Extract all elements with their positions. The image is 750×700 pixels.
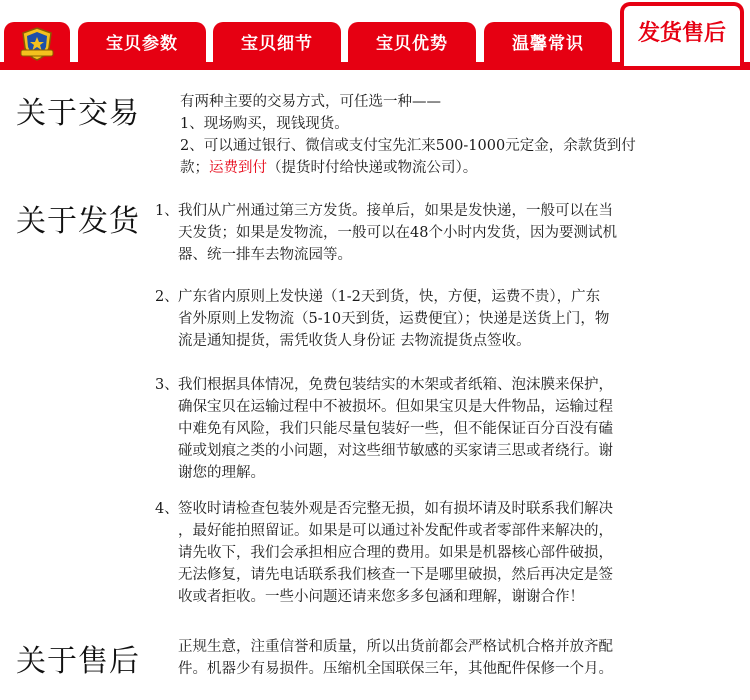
section-heading-shipping: 关于发货 [16, 204, 140, 239]
shipping-item-4 [178, 498, 738, 608]
shield-logo-icon [19, 26, 55, 62]
shipping-item-3-line: 中难免有风险，我们只能尽量包装好一些，但不能保证百分百没有磕 [178, 421, 613, 437]
freight-collect-highlight: 运费到付 [209, 160, 267, 176]
section-heading-aftersales: 关于售后 [16, 644, 140, 679]
shipping-item-4-line: 收或者拒收。一些小问题还请来您多多包涵和理解，谢谢合作！ [178, 589, 584, 605]
trade-option-2-post: （提货时付给快递或物流公司）。 [267, 160, 478, 176]
section-heading-trade: 关于交易 [16, 96, 140, 131]
shipping-item-1-line: 天发货；如果是发物流，一般可以在48个小时内发货，因为要测试机 [178, 225, 617, 241]
shipping-item-3-line: 我们根据具体情况，免费包装结实的木架或者纸箱、泡沫膜来保护， [178, 377, 613, 393]
shipping-item-1-number: 1、 [155, 203, 179, 219]
shipping-item-2-line: 广东省内原则上发快递（1-2天到货，快，方便，运费不贵），广东 [178, 289, 601, 305]
shipping-item-3-line: 谢您的理解。 [178, 465, 265, 481]
trade-option-2-line-2 [180, 157, 740, 179]
shipping-item-4-line: 请先收下，我们会承担相应合理的费用。如果是机器核心部件破损， [178, 545, 613, 561]
shipping-item-2-line: 省外原则上发物流（5-10天到货，运费便宜）；快递是送货上门，物 [178, 311, 610, 327]
aftersales-line: 件。机器少有易损件。压缩机全国联保三年，其他配件保修一个月。 [178, 661, 613, 677]
shipping-item-4-line: ，最好能拍照留证。如果是可以通过补发配件或者零部件来解决的， [178, 523, 613, 539]
shipping-item-1-line: 器、统一排车去物流园等。 [178, 247, 352, 263]
shipping-item-2-number: 2、 [155, 289, 179, 305]
shipping-item-4-line: 签收时请检查包装外观是否完整无损，如有损坏请及时联系我们解决 [178, 501, 613, 517]
tab-baby-params[interactable]: 宝贝参数 [78, 22, 206, 66]
shipping-item-2-line: 流是通知提货，需凭收货人身份证 去物流提货点签收。 [178, 333, 531, 349]
trade-option-2-pre: 款； [180, 160, 209, 176]
shipping-item-3 [178, 374, 738, 484]
trade-body [180, 91, 740, 179]
shipping-item-4-line: 无法修复，请先电话联系我们核查一下是哪里破损，然后再决定是签 [178, 567, 613, 583]
shipping-item-1-line: 我们从广州通过第三方发货。接单后，如果是发快递，一般可以在当 [178, 203, 613, 219]
logo-tab[interactable] [4, 22, 70, 66]
shipping-item-3-number: 3、 [155, 377, 179, 393]
aftersales-line: 正规生意，注重信誉和质量，所以出货前都会严格试机合格并放齐配 [178, 639, 613, 655]
shipping-item-3-line: 碰或划痕之类的小问题，对这些细节敏感的买家请三思或者绕行。谢 [178, 443, 613, 459]
trade-option-2-line-1: 2、可以通过银行、微信或支付宝先汇来500-1000元定金，余款货到付 [180, 138, 636, 154]
trade-option-1: 1、现场购买，现钱现货。 [180, 116, 349, 132]
aftersales-body [178, 636, 738, 680]
tab-tips[interactable]: 温馨常识 [484, 22, 612, 66]
shipping-item-3-line: 确保宝贝在运输过程中不被损坏。但如果宝贝是大件物品，运输过程 [178, 399, 613, 415]
shipping-item-2 [178, 286, 738, 352]
shipping-item-4-number: 4、 [155, 501, 179, 517]
tab-shipping-aftersales[interactable]: 发货售后 [620, 2, 744, 66]
tab-baby-details[interactable]: 宝贝细节 [213, 22, 341, 66]
tab-bar [0, 0, 750, 70]
trade-intro: 有两种主要的交易方式，可任选一种—— [180, 94, 441, 110]
tab-baby-advantages[interactable]: 宝贝优势 [348, 22, 476, 66]
shipping-item-1 [178, 200, 738, 266]
